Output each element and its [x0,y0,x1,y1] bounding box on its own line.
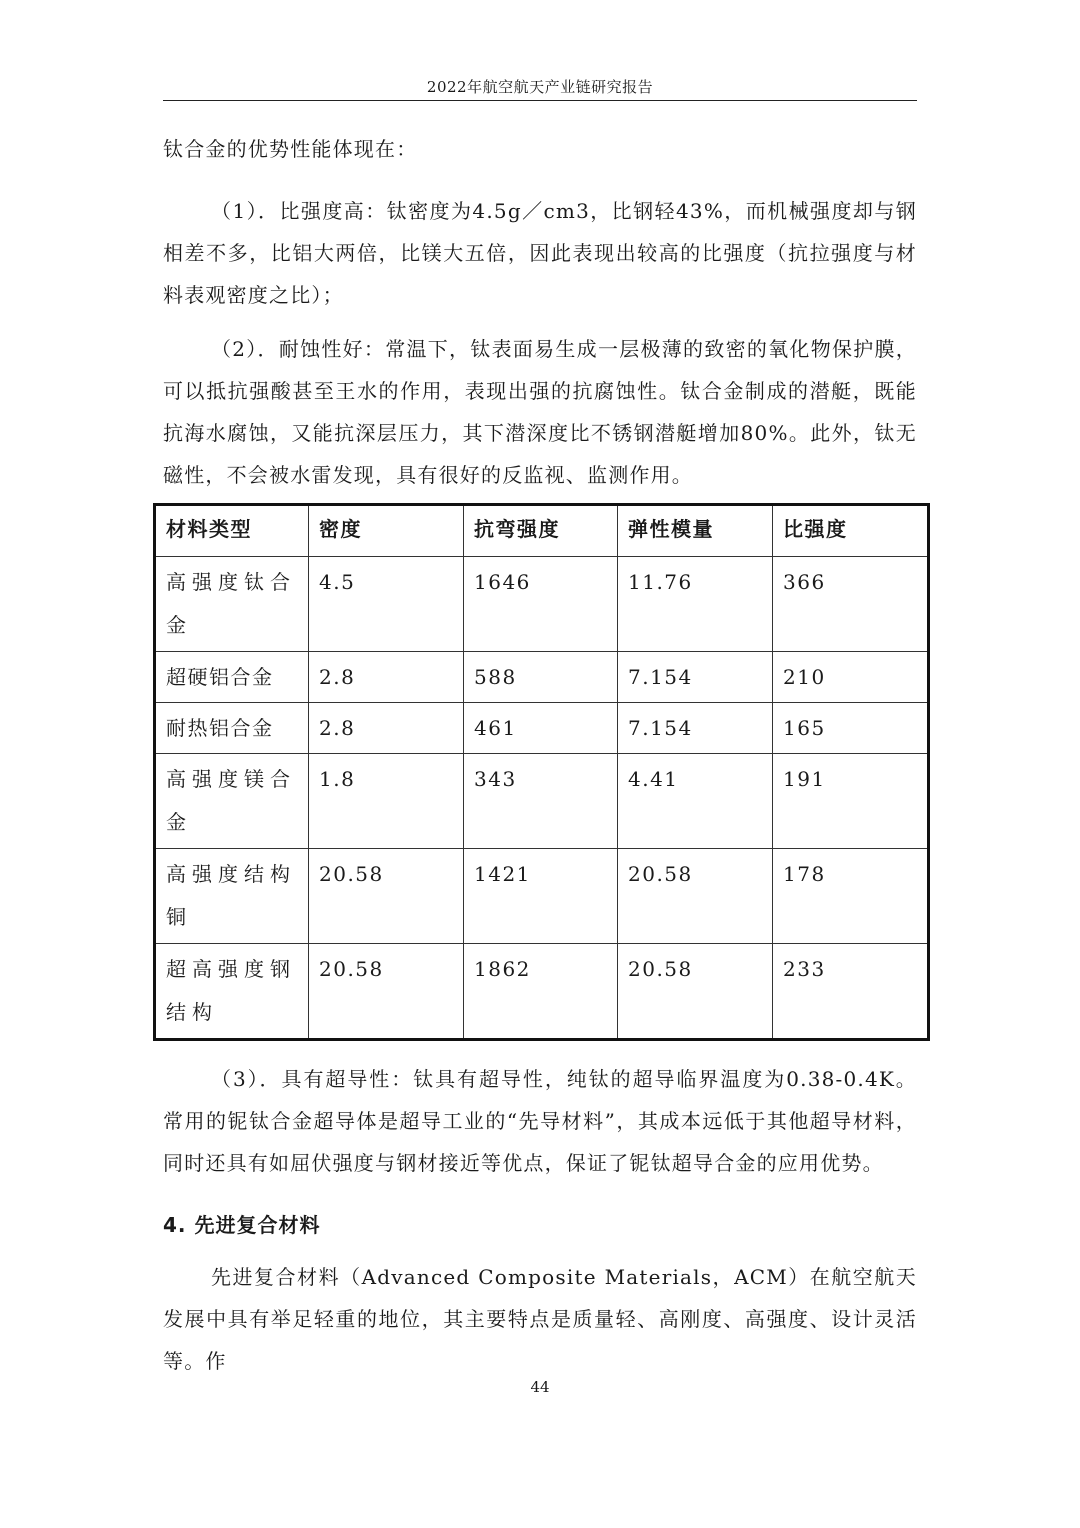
bending-strength-cell: 461 [464,703,618,754]
table-header-row [155,505,929,557]
point-2-paragraph: （2）．耐蚀性好：常温下，钛表面易生成一层极薄的致密的氧化物保护膜，可以抵抗强酸甚至王水的作用，表现出强的抗腐蚀性。钛合金制成的潜艇，既能抗海水腐蚀，又能抗深层压力，其下潜深度比不锈钢潜艇增加80%。此外，钛无磁性，不会被水雷发现，具有很好的反监视、监测作用。 [163,337,917,487]
material-name-cell: 高强度镁合金 [155,754,309,849]
density-cell: 2.8 [309,703,464,754]
table-header-cell: 弹性模量 [618,505,773,557]
specific-strength-cell: 210 [773,652,929,703]
table-row [155,754,929,849]
header-divider [163,100,917,101]
material-name-cell: 高强度结构铜 [155,849,309,944]
table-header-cell: 密度 [309,505,464,557]
section-heading: 4. 先进复合材料 [163,1213,321,1237]
point-1-paragraph: （1）．比强度高：钛密度为4.5g／cm3，比钢轻43%，而机械强度却与钢相差不多，比铝大两倍，比镁大五倍，因此表现出较高的比强度（抗拉强度与材料表观密度之比）； [163,199,917,307]
specific-strength-cell: 366 [773,557,929,652]
specific-strength-cell: 178 [773,849,929,944]
density-cell: 2.8 [309,652,464,703]
bending-strength-cell: 1862 [464,944,618,1040]
material-name-cell: 超高强度钢结构 [155,944,309,1040]
section-body-paragraph: 先进复合材料（Advanced Composite Materials，ACM）在航空航天发展中具有举足轻重的地位，其主要特点是质量轻、高刚度、高强度、设计灵活等。作 [163,1265,917,1373]
elastic-modulus-cell: 20.58 [618,944,773,1040]
table-row [155,849,929,944]
page-header-title: 2022年航空航天产业链研究报告 [426,78,654,96]
bending-strength-cell: 588 [464,652,618,703]
specific-strength-cell: 165 [773,703,929,754]
material-name-cell: 耐热铝合金 [155,703,309,754]
table-header-cell: 材料类型 [155,505,309,557]
table-header-cell: 比强度 [773,505,929,557]
specific-strength-cell: 191 [773,754,929,849]
elastic-modulus-cell: 7.154 [618,703,773,754]
elastic-modulus-cell: 4.41 [618,754,773,849]
point-3-paragraph: （3）．具有超导性：钛具有超导性，纯钛的超导临界温度为0.38-0.4K。常用的铌钛合金超导体是超导工业的“先导材料”，其成本远低于其他超导材料，同时还具有如屈伏强度与钢材接近等优点，保证了铌钛超导合金的应用优势。 [163,1067,917,1175]
material-comparison-table [153,503,930,1041]
table-row [155,557,929,652]
table-row [155,703,929,754]
density-cell: 1.8 [309,754,464,849]
table-header-cell: 抗弯强度 [464,505,618,557]
body-text-lower [163,1058,917,1382]
density-cell: 20.58 [309,944,464,1040]
table-row [155,652,929,703]
density-cell: 20.58 [309,849,464,944]
elastic-modulus-cell: 11.76 [618,557,773,652]
page-number: 44 [530,1378,550,1396]
intro-paragraph: 钛合金的优势性能体现在： [163,137,418,161]
density-cell: 4.5 [309,557,464,652]
specific-strength-cell: 233 [773,944,929,1040]
bending-strength-cell: 343 [464,754,618,849]
elastic-modulus-cell: 20.58 [618,849,773,944]
table-row [155,944,929,1040]
material-name-cell: 高强度钛合金 [155,557,309,652]
elastic-modulus-cell: 7.154 [618,652,773,703]
body-text-upper [163,128,917,496]
material-name-cell: 超硬铝合金 [155,652,309,703]
bending-strength-cell: 1646 [464,557,618,652]
bending-strength-cell: 1421 [464,849,618,944]
